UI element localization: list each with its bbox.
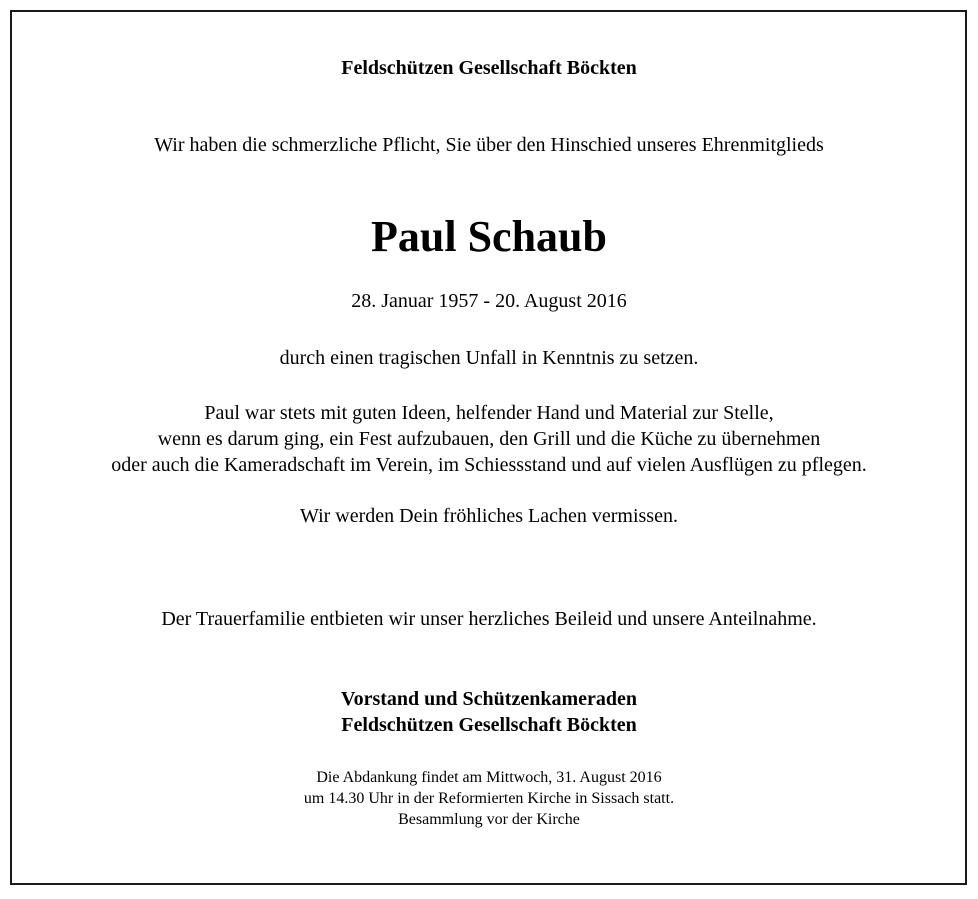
- signature-line: Feldschützen Gesellschaft Böckten: [341, 714, 637, 736]
- tribute-line: Paul war stets mit guten Ideen, helfender Hand und Material zur Stelle,: [204, 402, 774, 424]
- signature-block: [0, 686, 978, 738]
- farewell-text: Wir werden Dein fröhliches Lachen vermissen.: [300, 505, 678, 527]
- service-line: Die Abdankung findet am Mittwoch, 31. August 2016: [316, 769, 662, 786]
- tribute-line: oder auch die Kameradschaft im Verein, im Schiessstand und auf vielen Ausflügen zu pflegen.: [111, 454, 867, 476]
- intro-text: Wir haben die schmerzliche Pflicht, Sie über den Hinschied unseres Ehrenmitglieds: [154, 134, 824, 156]
- tribute-paragraph: [0, 400, 978, 478]
- service-info: [0, 767, 978, 830]
- deceased-name: Paul Schaub: [371, 212, 607, 261]
- society-header: Feldschützen Gesellschaft Böckten: [341, 57, 637, 79]
- service-line: um 14.30 Uhr in der Reformierten Kirche in Sissach statt.: [303, 790, 675, 807]
- condolence-text: Der Trauerfamilie entbieten wir unser herzliches Beileid und unsere Anteilnahme.: [161, 608, 817, 630]
- life-dates: 28. Januar 1957 - 20. August 2016: [351, 290, 627, 312]
- service-line: Besammlung vor der Kirche: [398, 811, 580, 828]
- signature-line: Vorstand und Schützenkameraden: [341, 688, 637, 710]
- announcement-text: durch einen tragischen Unfall in Kenntnis zu setzen.: [279, 347, 699, 369]
- tribute-line: wenn es darum ging, ein Fest aufzubauen, den Grill und die Küche zu übernehmen: [157, 428, 821, 450]
